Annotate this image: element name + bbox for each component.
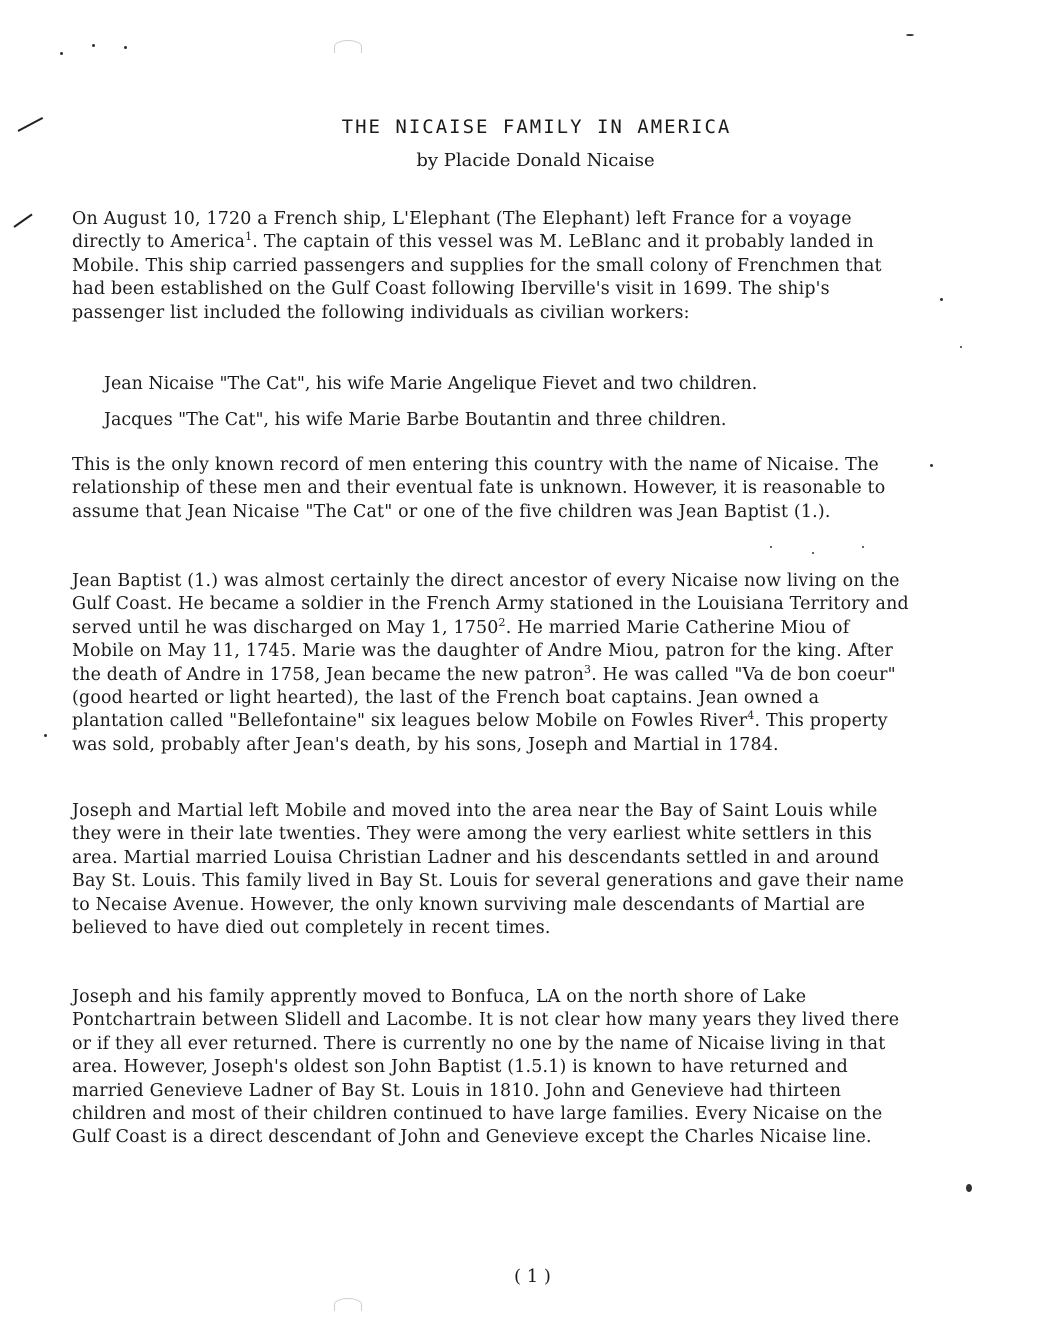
paragraph-jean-baptist (72, 570, 912, 757)
scan-speck (930, 464, 933, 467)
paragraph-record: This is the only known record of men entering this country with the name of Nicaise. The relationship of these men and their eventual fate is unknown. However, it is reasonable to assume that Jean Nicaise "The Cat" or one of the five children was Jean Baptist (1.). (72, 455, 886, 522)
scan-speck (60, 52, 63, 55)
scan-speck (906, 34, 914, 36)
paragraph-text: . He was called "Va de bon coeur" (good hearted or light hearted), the last of the French boat captains. Jean owned a plantation called "Bellefontaine" six leagues below Mobile on Fowles River (72, 664, 896, 732)
passenger-entry: Jean Nicaise "The Cat", his wife Marie Angelique Fievet and two children. (104, 374, 758, 394)
paragraph-text: . He married Marie Catherine Miou of Mobile on May 11, 1745. Marie was the daughter of Andre Miou, patron for the king. After the death of Andre in 1758, Jean became the new patron (72, 617, 893, 685)
scan-speck (92, 44, 95, 47)
footnote-ref: 1 (245, 230, 253, 244)
scan-speck (44, 734, 47, 737)
scan-speck (124, 46, 127, 49)
paragraph-text: On August 10, 1720 a French ship, L'Elephant (The Elephant) left France for a voyage directly to America (72, 209, 852, 253)
scan-speck (862, 546, 864, 548)
page-number: ( 1 ) (514, 1266, 551, 1287)
author-byline: by Placide Donald Nicaise (416, 150, 655, 171)
scan-speck (960, 346, 962, 348)
footnote-ref: 2 (498, 616, 506, 630)
paragraph-joseph-martial: Joseph and Martial left Mobile and moved into the area near the Bay of Saint Louis while they were in their late twenties. They were among the very earliest white settlers in this area. Martial married Louisa Christian Ladner and his descendants settled in and around Bay St. Louis. This family lived in Bay St. Louis for several generations and gave their name to Necaise Avenue. However, the only known surviving male descendants of Martial are believed to have died out completely in recent times. (72, 801, 905, 939)
scan-speck (770, 546, 772, 548)
scan-speck (940, 298, 943, 301)
paragraph-text: Jean Baptist (1.) was almost certainly the direct ancestor of every Nicaise now living on the Gulf Coast. He became a soldier in the French Army stationed in the Louisiana Territory and served until he was discharged on May 1, 1750 (72, 571, 909, 638)
scan-mark (13, 214, 32, 228)
document-title: THE NICAISE FAMILY IN AMERICA (341, 116, 732, 138)
paragraph-text: . The captain of this vessel was M. LeBlanc and it probably landed in Mobile. This ship carried passengers and supplies for the small colony of Frenchmen that had been established on the Gulf Coast following Iberville's visit in 1699. The ship's passenger list included the following individuals as civilian workers: (72, 232, 882, 323)
paragraph-voyage (72, 208, 912, 325)
passenger-entry: Jacques "The Cat", his wife Marie Barbe Boutantin and three children. (104, 410, 727, 430)
punch-hole-mark (334, 40, 362, 53)
footnote-ref: 4 (747, 709, 755, 723)
paragraph-bonfuca: Joseph and his family apprently moved to Bonfuca, LA on the north shore of Lake Pontchartrain between Slidell and Lacombe. It is not clear how many years they lived there or if they all ever returned. There is currently no one by the name of Nicaise living in that area. However, Joseph's oldest son John Baptist (1.5.1) is known to have returned and married Genevieve Ladner of Bay St. Louis in 1810. John and Genevieve had thirteen children and most of their children continued to have large families. Every Nicaise on the Gulf Coast is a direct descendant of John and Genevieve except the Charles Nicaise line. (72, 987, 900, 1148)
scan-speck (812, 552, 814, 554)
scan-speck (966, 1184, 972, 1192)
paragraph-text: . This property was sold, probably after Jean's death, by his sons, Joseph and Martial in 1784. (72, 711, 888, 755)
punch-hole-mark (334, 1298, 362, 1311)
footnote-ref: 3 (583, 662, 592, 676)
